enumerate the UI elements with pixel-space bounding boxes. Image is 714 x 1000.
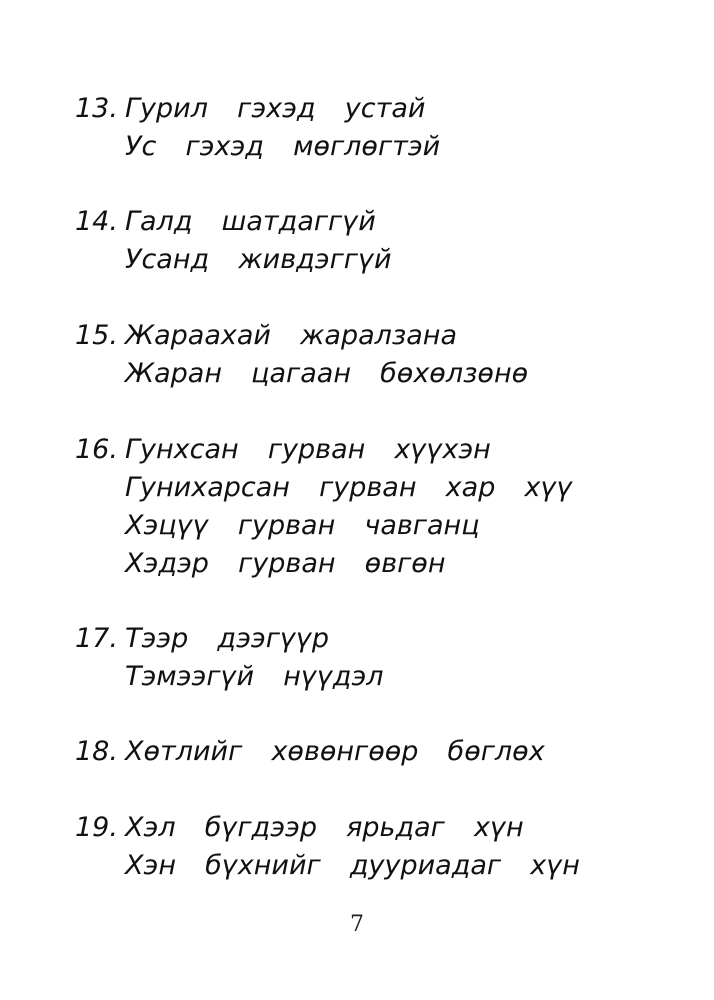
- riddle-text: Гурил гэхэд устай: [125, 93, 426, 124]
- riddle-line: [75, 733, 545, 771]
- riddle-line: [75, 620, 384, 658]
- riddle-13: [75, 90, 440, 166]
- riddle-text: Тээр дээгүүр: [125, 623, 330, 654]
- riddle-15: [75, 317, 528, 393]
- page-number: 7: [350, 912, 364, 937]
- riddle-line: [75, 317, 528, 355]
- riddle-text: Хэл бүгдээр ярьдаг хүн: [125, 812, 524, 843]
- riddle-19: [75, 809, 580, 885]
- riddle-text: Хөтлийг хөвөнгөөр бөглөх: [125, 736, 545, 767]
- riddle-line: [75, 90, 440, 128]
- riddle-number: 16.: [75, 434, 118, 465]
- riddle-text: Хэцүү гурван чавганц: [125, 510, 480, 541]
- riddle-text: Гунхсан гурван хүүхэн: [125, 434, 491, 465]
- riddle-number: 18.: [75, 736, 118, 767]
- riddle-text: Тэмээгүй нүүдэл: [125, 661, 384, 692]
- riddle-line: [75, 847, 580, 885]
- riddle-text: Усанд живдэггүй: [125, 244, 392, 275]
- riddle-line: [75, 241, 392, 279]
- riddle-18: [75, 733, 545, 771]
- riddle-text: Хэн бүхнийг дууриадаг хүн: [125, 850, 580, 881]
- riddle-number: 15.: [75, 320, 118, 351]
- riddle-text: Галд шатдаггүй: [125, 206, 376, 237]
- riddle-line: [75, 203, 392, 241]
- riddle-14: [75, 203, 392, 279]
- riddle-text: Гунихарсан гурван хар хүү: [125, 472, 573, 503]
- riddle-17: [75, 620, 384, 696]
- riddle-text: Жаран цагаан бөхөлзөнө: [125, 358, 529, 389]
- riddle-number: 19.: [75, 812, 118, 843]
- riddle-line: [75, 128, 440, 166]
- riddle-number: 13.: [75, 93, 118, 124]
- riddle-line: [75, 355, 528, 393]
- riddle-line: [75, 658, 384, 696]
- riddle-line: [75, 809, 580, 847]
- riddle-line: [75, 507, 572, 545]
- riddle-line: [75, 545, 572, 583]
- riddle-line: [75, 469, 572, 507]
- riddle-text: Ус гэхэд мөглөгтэй: [125, 131, 441, 162]
- riddle-number: 17.: [75, 623, 118, 654]
- riddle-number: 14.: [75, 206, 118, 237]
- riddle-line: [75, 431, 572, 469]
- riddle-text: Хэдэр гурван өвгөн: [125, 548, 446, 579]
- riddle-16: [75, 431, 572, 583]
- riddle-text: Жараахай жаралзана: [125, 320, 458, 351]
